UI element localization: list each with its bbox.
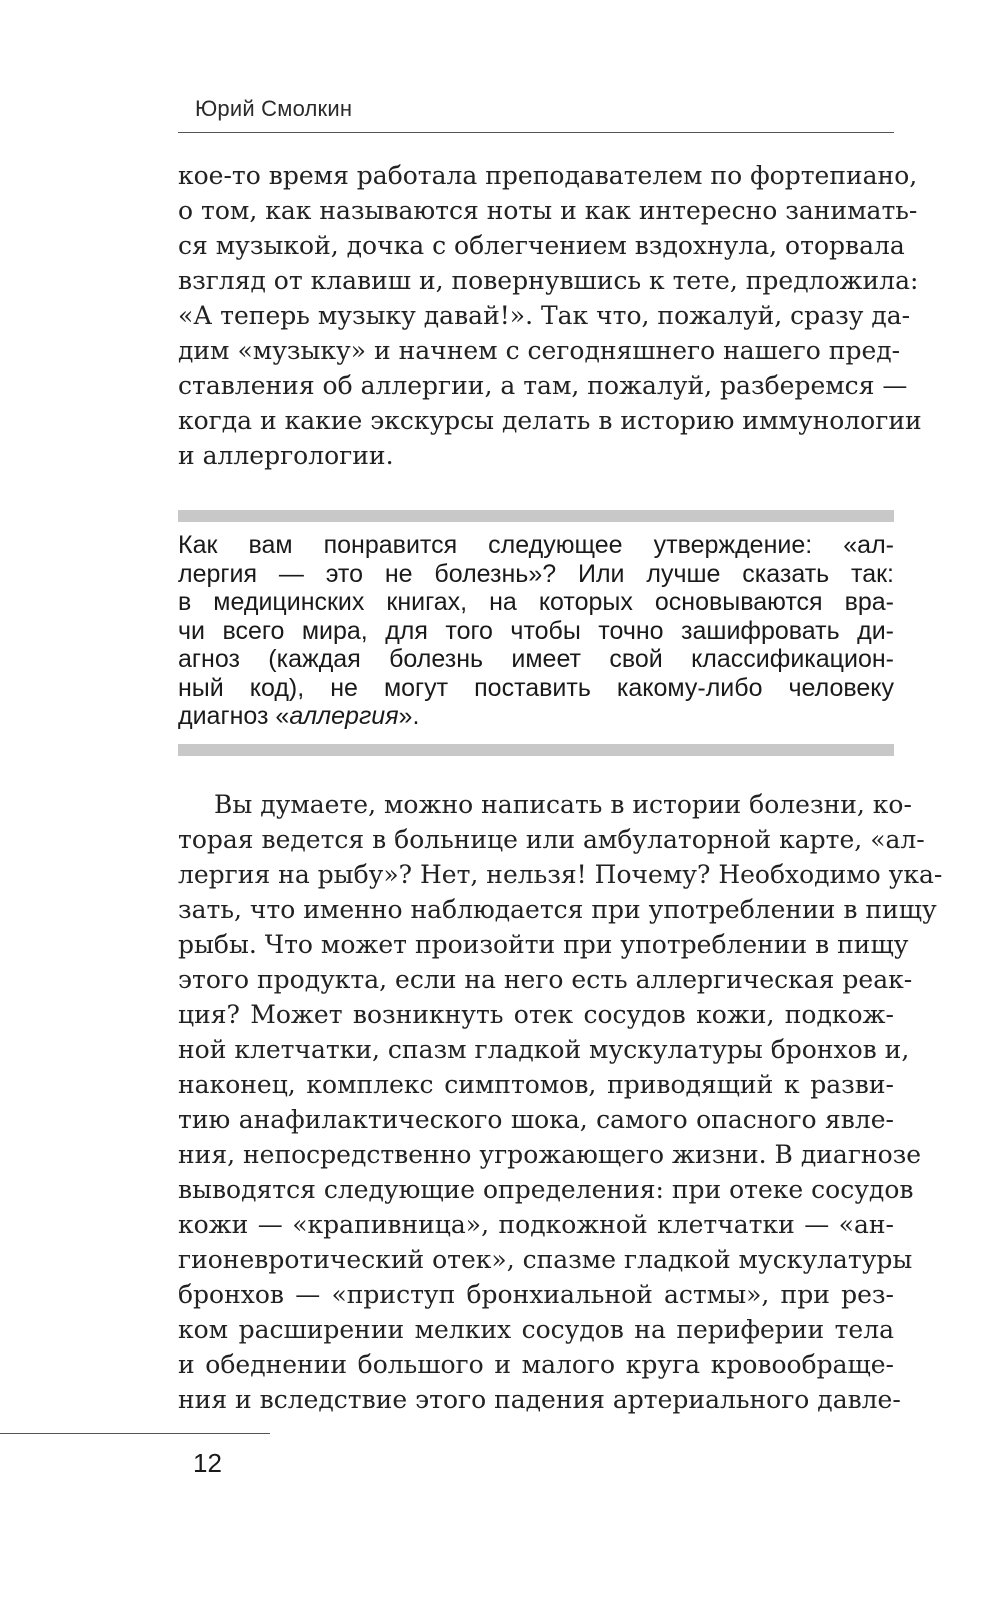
callout-line: агноз (каждая болезнь имеет свой классификацион- — [178, 645, 894, 673]
paragraph-2 — [178, 787, 943, 1417]
callout-italic-term: аллергия — [289, 702, 399, 730]
text-line: ция? Может возникнуть отек сосудов кожи, подкож- — [178, 1000, 894, 1029]
text-line: ной клетчатки, спазм гладкой мускулатуры бронхов и, — [178, 1035, 910, 1064]
callout-last-suffix: ». — [398, 702, 420, 730]
page-number: 12 — [193, 1448, 222, 1478]
text-line: дим «музыку» и начнем с сегодняшнего нашего пред- — [178, 336, 901, 365]
text-line: и аллергологии. — [178, 441, 394, 470]
callout-bottom-rule — [178, 744, 894, 756]
text-line: ния и вследствие этого падения артериального давле- — [178, 1385, 901, 1414]
footer-rule — [0, 1433, 270, 1434]
text-line: кожи — «крапивница», подкожной клетчатки — «ан- — [178, 1210, 894, 1239]
text-line: ся музыкой, дочка с облегчением вздохнула, оторвала — [178, 231, 905, 260]
running-head-author: Юрий Смолкин — [195, 96, 353, 121]
callout-line — [178, 702, 894, 731]
callout-last-prefix: диагноз « — [178, 702, 290, 730]
text-line: ния, непосредственно угрожающего жизни. В диагнозе — [178, 1140, 922, 1169]
text-line: когда и какие экскурсы делать в историю иммунологии — [178, 406, 922, 435]
callout-line: лергия — это не болезнь»? Или лучше сказать так: — [178, 559, 894, 588]
text-line: Вы думаете, можно написать в истории болезни, ко- — [214, 790, 912, 819]
callout-box — [178, 531, 894, 731]
text-line: и обеднении большого и малого круга кровообраще- — [178, 1350, 894, 1379]
text-line: рыбы. Что может произойти при употреблении в пищу — [178, 930, 909, 959]
header-rule — [178, 132, 894, 133]
text-line: наконец, комплекс симптомов, приводящий к разви- — [178, 1070, 894, 1099]
text-line: «А теперь музыку давай!». Так что, пожалуй, сразу да- — [178, 301, 911, 330]
text-line: ком расширении мелких сосудов на периферии тела — [178, 1315, 894, 1344]
callout-line: Как вам понравится следующее утверждение: «ал- — [178, 531, 894, 559]
text-line: этого продукта, если на него есть аллергическая реак- — [178, 965, 913, 994]
text-line: бронхов — «приступ бронхиальной астмы», при рез- — [178, 1280, 894, 1309]
text-line: тию анафилактического шока, самого опасного явле- — [178, 1105, 894, 1134]
paragraph-1 — [178, 158, 922, 473]
text-line: выводятся следующие определения: при отеке сосудов — [178, 1175, 914, 1204]
callout-line: ный код), не могут поставить какому-либо человеку — [178, 673, 894, 702]
text-line: гионевротический отек», спазме гладкой мускулатуры — [178, 1245, 913, 1274]
callout-line: в медицинских книгах, на которых основываются вра- — [178, 588, 894, 616]
callout-line: чи всего мира, для того чтобы точно зашифровать ди- — [178, 616, 894, 645]
text-line: взгляд от клавиш и, повернувшись к тете, предложила: — [178, 266, 919, 295]
text-line: ставления об аллергии, а там, пожалуй, разберемся — — [178, 371, 908, 400]
callout-top-rule — [178, 510, 894, 522]
text-line: кое-то время работала преподавателем по фортепиано, — [178, 161, 918, 190]
text-line: о том, как называются ноты и как интересно занимать- — [178, 196, 918, 225]
text-line: торая ведется в больнице или амбулаторной карте, «ал- — [178, 825, 925, 854]
text-line: зать, что именно наблюдается при употреблении в пищу — [178, 895, 937, 924]
text-line: лергия на рыбу»? Нет, нельзя! Почему? Необходимо ука- — [178, 860, 943, 889]
